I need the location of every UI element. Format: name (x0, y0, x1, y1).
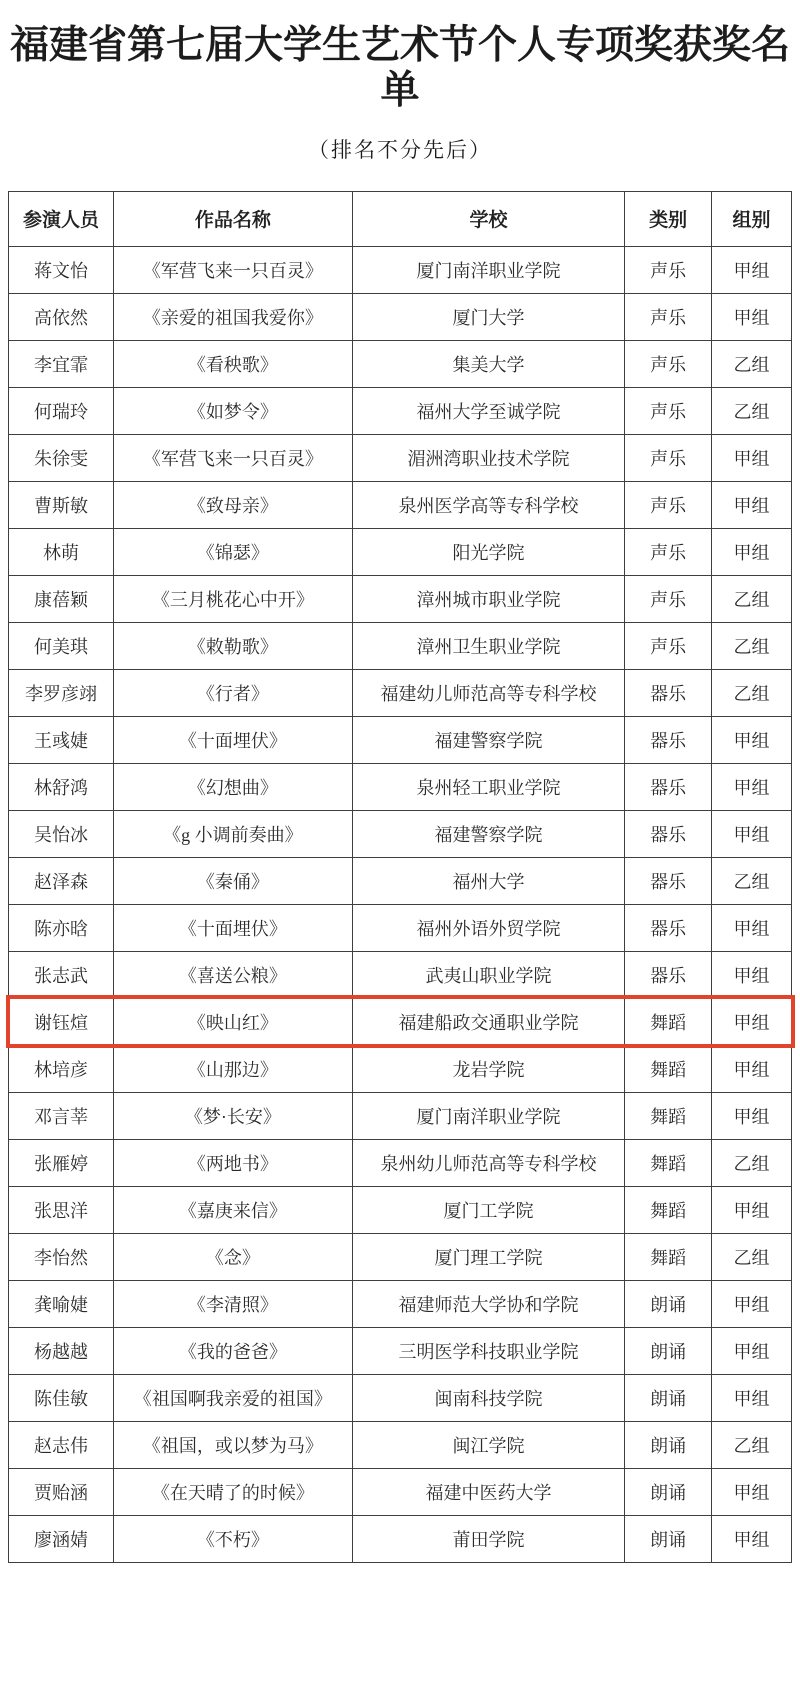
work-cell: 《嘉庚来信》 (113, 1186, 352, 1233)
performer-cell: 陈佳敏 (9, 1374, 114, 1421)
group-cell: 甲组 (712, 1468, 792, 1515)
school-cell: 厦门理工学院 (352, 1233, 624, 1280)
category-cell: 舞蹈 (625, 1092, 712, 1139)
work-cell: 《亲爱的祖国我爱你》 (113, 293, 352, 340)
table-row (9, 904, 792, 951)
group-cell: 乙组 (712, 387, 792, 434)
performer-cell: 谢钰煊 (9, 998, 114, 1045)
performer-cell: 张志武 (9, 951, 114, 998)
category-cell: 朗诵 (625, 1515, 712, 1562)
group-cell: 乙组 (712, 1421, 792, 1468)
group-cell: 甲组 (712, 951, 792, 998)
work-cell: 《祖国，或以梦为马》 (113, 1421, 352, 1468)
work-cell: 《十面埋伏》 (113, 716, 352, 763)
table-row (9, 528, 792, 575)
group-cell: 甲组 (712, 1280, 792, 1327)
performer-cell: 林萌 (9, 528, 114, 575)
school-cell: 福建警察学院 (352, 810, 624, 857)
school-cell: 漳州城市职业学院 (352, 575, 624, 622)
category-cell: 声乐 (625, 575, 712, 622)
table-row (9, 246, 792, 293)
category-cell: 声乐 (625, 293, 712, 340)
category-cell: 器乐 (625, 951, 712, 998)
category-cell: 器乐 (625, 904, 712, 951)
category-cell: 器乐 (625, 716, 712, 763)
group-cell: 甲组 (712, 1045, 792, 1092)
table-row (9, 1139, 792, 1186)
group-cell: 甲组 (712, 1374, 792, 1421)
work-cell: 《锦瑟》 (113, 528, 352, 575)
work-cell: 《不朽》 (113, 1515, 352, 1562)
work-cell: 《李清照》 (113, 1280, 352, 1327)
category-cell: 声乐 (625, 622, 712, 669)
work-cell: 《看秧歌》 (113, 340, 352, 387)
school-cell: 福建船政交通职业学院 (352, 998, 624, 1045)
category-cell: 朗诵 (625, 1468, 712, 1515)
school-cell: 龙岩学院 (352, 1045, 624, 1092)
table-row (9, 1045, 792, 1092)
school-cell: 漳州卫生职业学院 (352, 622, 624, 669)
header-row (9, 191, 792, 246)
school-cell: 厦门工学院 (352, 1186, 624, 1233)
table-body (9, 246, 792, 1562)
category-cell: 朗诵 (625, 1421, 712, 1468)
performer-cell: 林舒鸿 (9, 763, 114, 810)
performer-cell: 曹斯敏 (9, 481, 114, 528)
school-cell: 福建中医药大学 (352, 1468, 624, 1515)
group-cell: 甲组 (712, 904, 792, 951)
group-cell: 甲组 (712, 1186, 792, 1233)
table-row (9, 857, 792, 904)
table-row (9, 1374, 792, 1421)
work-cell: 《g 小调前奏曲》 (113, 810, 352, 857)
work-cell: 《致母亲》 (113, 481, 352, 528)
group-cell: 甲组 (712, 1515, 792, 1562)
table-row (9, 669, 792, 716)
header-performer: 参演人员 (9, 191, 114, 246)
table-row (9, 1468, 792, 1515)
school-cell: 厦门南洋职业学院 (352, 246, 624, 293)
school-cell: 福州外语外贸学院 (352, 904, 624, 951)
work-cell: 《行者》 (113, 669, 352, 716)
school-cell: 福州大学至诚学院 (352, 387, 624, 434)
category-cell: 舞蹈 (625, 998, 712, 1045)
group-cell: 甲组 (712, 1092, 792, 1139)
performer-cell: 康蓓颖 (9, 575, 114, 622)
group-cell: 乙组 (712, 669, 792, 716)
work-cell: 《喜送公粮》 (113, 951, 352, 998)
group-cell: 甲组 (712, 528, 792, 575)
performer-cell: 张雁婷 (9, 1139, 114, 1186)
category-cell: 器乐 (625, 669, 712, 716)
performer-cell: 高依然 (9, 293, 114, 340)
table-row (9, 1233, 792, 1280)
table-row (9, 1280, 792, 1327)
awards-table (8, 191, 792, 1563)
work-cell: 《在天晴了的时候》 (113, 1468, 352, 1515)
group-cell: 甲组 (712, 716, 792, 763)
work-cell: 《幻想曲》 (113, 763, 352, 810)
table-row (9, 763, 792, 810)
school-cell: 泉州幼儿师范高等专科学校 (352, 1139, 624, 1186)
performer-cell: 杨越越 (9, 1327, 114, 1374)
header-school: 学校 (352, 191, 624, 246)
table-row (9, 1186, 792, 1233)
category-cell: 舞蹈 (625, 1045, 712, 1092)
school-cell: 闽江学院 (352, 1421, 624, 1468)
performer-cell: 陈亦晗 (9, 904, 114, 951)
school-cell: 福建师范大学协和学院 (352, 1280, 624, 1327)
performer-cell: 林培彦 (9, 1045, 114, 1092)
work-cell: 《映山红》 (113, 998, 352, 1045)
performer-cell: 龚喻婕 (9, 1280, 114, 1327)
work-cell: 《军营飞来一只百灵》 (113, 246, 352, 293)
performer-cell: 李怡然 (9, 1233, 114, 1280)
school-cell: 泉州医学高等专科学校 (352, 481, 624, 528)
performer-cell: 赵泽森 (9, 857, 114, 904)
work-cell: 《祖国啊我亲爱的祖国》 (113, 1374, 352, 1421)
table-row (9, 1327, 792, 1374)
table-row (9, 293, 792, 340)
school-cell: 阳光学院 (352, 528, 624, 575)
group-cell: 甲组 (712, 998, 792, 1045)
group-cell: 甲组 (712, 763, 792, 810)
table-row (9, 1515, 792, 1562)
school-cell: 集美大学 (352, 340, 624, 387)
performer-cell: 赵志伟 (9, 1421, 114, 1468)
table-row (9, 481, 792, 528)
group-cell: 乙组 (712, 622, 792, 669)
table-row (9, 1092, 792, 1139)
group-cell: 乙组 (712, 857, 792, 904)
work-cell: 《山那边》 (113, 1045, 352, 1092)
category-cell: 朗诵 (625, 1280, 712, 1327)
performer-cell: 朱徐雯 (9, 434, 114, 481)
category-cell: 声乐 (625, 387, 712, 434)
category-cell: 声乐 (625, 246, 712, 293)
category-cell: 舞蹈 (625, 1139, 712, 1186)
performer-cell: 吴怡冰 (9, 810, 114, 857)
performer-cell: 邓言莘 (9, 1092, 114, 1139)
table-row (9, 810, 792, 857)
category-cell: 舞蹈 (625, 1186, 712, 1233)
category-cell: 声乐 (625, 481, 712, 528)
group-cell: 甲组 (712, 810, 792, 857)
work-cell: 《三月桃花心中开》 (113, 575, 352, 622)
category-cell: 器乐 (625, 763, 712, 810)
table-header (9, 191, 792, 246)
header-group: 组别 (712, 191, 792, 246)
work-cell: 《秦俑》 (113, 857, 352, 904)
group-cell: 甲组 (712, 434, 792, 481)
group-cell: 乙组 (712, 340, 792, 387)
school-cell: 武夷山职业学院 (352, 951, 624, 998)
work-cell: 《念》 (113, 1233, 352, 1280)
group-cell: 甲组 (712, 1327, 792, 1374)
school-cell: 湄洲湾职业技术学院 (352, 434, 624, 481)
category-cell: 器乐 (625, 857, 712, 904)
subtitle-note: （排名不分先后） (308, 137, 492, 162)
work-cell: 《我的爸爸》 (113, 1327, 352, 1374)
school-cell: 厦门南洋职业学院 (352, 1092, 624, 1139)
school-cell: 厦门大学 (352, 293, 624, 340)
performer-cell: 廖涵婧 (9, 1515, 114, 1562)
group-cell: 乙组 (712, 1233, 792, 1280)
school-cell: 莆田学院 (352, 1515, 624, 1562)
work-cell: 《敕勒歌》 (113, 622, 352, 669)
work-cell: 《十面埋伏》 (113, 904, 352, 951)
work-cell: 《军营飞来一只百灵》 (113, 434, 352, 481)
group-cell: 甲组 (712, 293, 792, 340)
work-cell: 《梦·长安》 (113, 1092, 352, 1139)
performer-cell: 贾贻涵 (9, 1468, 114, 1515)
school-cell: 福建幼儿师范高等专科学校 (352, 669, 624, 716)
table-row (9, 951, 792, 998)
table-row (9, 998, 792, 1045)
table-row (9, 1421, 792, 1468)
performer-cell: 何瑞玲 (9, 387, 114, 434)
header-category: 类别 (625, 191, 712, 246)
group-cell: 甲组 (712, 481, 792, 528)
group-cell: 乙组 (712, 575, 792, 622)
work-cell: 《如梦令》 (113, 387, 352, 434)
performer-cell: 李宜霏 (9, 340, 114, 387)
table-row (9, 387, 792, 434)
performer-cell: 李罗彦翊 (9, 669, 114, 716)
table-row (9, 716, 792, 763)
table-row (9, 622, 792, 669)
category-cell: 声乐 (625, 528, 712, 575)
category-cell: 朗诵 (625, 1374, 712, 1421)
performer-cell: 蒋文怡 (9, 246, 114, 293)
group-cell: 乙组 (712, 1139, 792, 1186)
category-cell: 舞蹈 (625, 1233, 712, 1280)
category-cell: 声乐 (625, 340, 712, 387)
school-cell: 三明医学科技职业学院 (352, 1327, 624, 1374)
performer-cell: 何美琪 (9, 622, 114, 669)
table-row (9, 434, 792, 481)
page-title: 福建省第七届大学生艺术节个人专项奖获奖名单 (9, 24, 790, 112)
table-row (9, 575, 792, 622)
school-cell: 泉州轻工职业学院 (352, 763, 624, 810)
table-row (9, 340, 792, 387)
header-work: 作品名称 (113, 191, 352, 246)
performer-cell: 张思洋 (9, 1186, 114, 1233)
category-cell: 器乐 (625, 810, 712, 857)
school-cell: 福建警察学院 (352, 716, 624, 763)
performer-cell: 王彧婕 (9, 716, 114, 763)
category-cell: 朗诵 (625, 1327, 712, 1374)
group-cell: 甲组 (712, 246, 792, 293)
category-cell: 声乐 (625, 434, 712, 481)
school-cell: 闽南科技学院 (352, 1374, 624, 1421)
school-cell: 福州大学 (352, 857, 624, 904)
work-cell: 《两地书》 (113, 1139, 352, 1186)
